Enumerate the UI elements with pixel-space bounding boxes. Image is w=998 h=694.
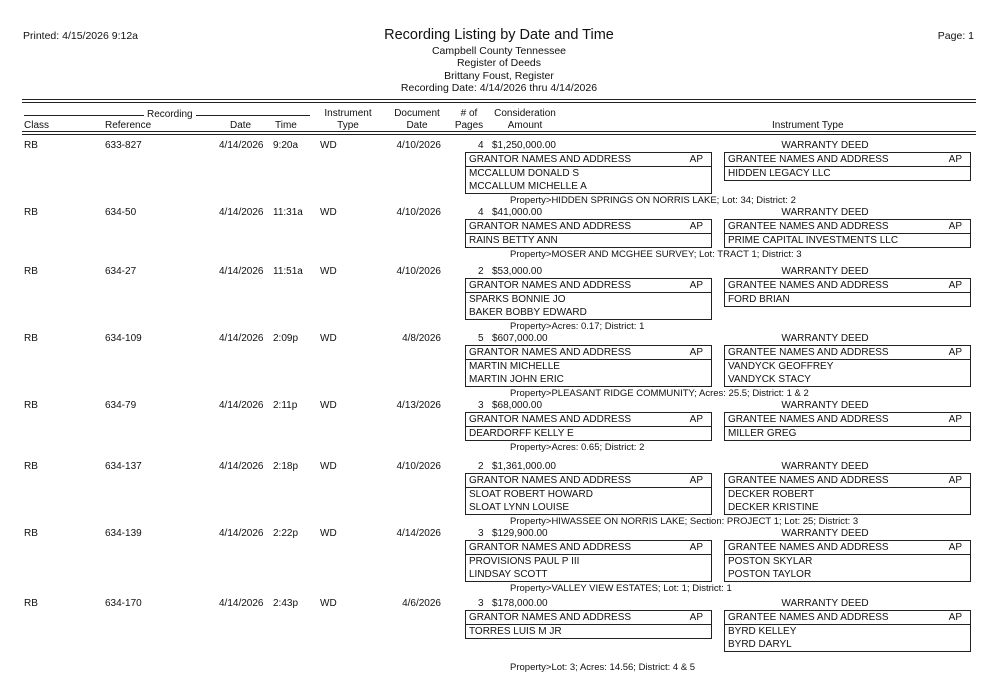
record-date: 4/14/2026 bbox=[219, 333, 264, 344]
record-instrument-type: WARRANTY DEED bbox=[781, 140, 869, 151]
recording-group-line-right bbox=[196, 115, 310, 116]
record-instrument: WD bbox=[320, 400, 337, 411]
record-document-date: 4/10/2026 bbox=[396, 207, 441, 218]
record-instrument-type: WARRANTY DEED bbox=[781, 461, 869, 472]
record-date: 4/14/2026 bbox=[219, 400, 264, 411]
record-document-date: 4/14/2026 bbox=[396, 528, 441, 539]
col-pages bbox=[454, 108, 484, 132]
register-name: Brittany Foust, Register bbox=[444, 70, 554, 82]
grantee-name: POSTON TAYLOR bbox=[728, 569, 812, 580]
record-reference[interactable]: 634-109 bbox=[105, 333, 142, 344]
record-document-date: 4/10/2026 bbox=[396, 266, 441, 277]
grantee-box bbox=[724, 473, 971, 515]
grantee-name: DECKER ROBERT bbox=[728, 489, 814, 500]
record-pages: 3 bbox=[478, 400, 484, 411]
grantee-header-label: GRANTEE NAMES AND ADDRESS bbox=[728, 612, 889, 623]
grantor-ap-label: AP bbox=[689, 542, 703, 553]
col-time: Time bbox=[275, 120, 297, 131]
record-instrument-type: WARRANTY DEED bbox=[781, 207, 869, 218]
record-instrument: WD bbox=[320, 140, 337, 151]
grantor-header-label: GRANTOR NAMES AND ADDRESS bbox=[469, 414, 632, 425]
grantor-header-label: GRANTOR NAMES AND ADDRESS bbox=[469, 280, 632, 291]
grantee-name: HIDDEN LEGACY LLC bbox=[728, 168, 831, 179]
grantor-box-header bbox=[466, 220, 711, 234]
grantor-box-header bbox=[466, 346, 711, 360]
grantee-names bbox=[725, 555, 970, 581]
grantee-box bbox=[724, 540, 971, 582]
record-instrument-type: WARRANTY DEED bbox=[781, 400, 869, 411]
record-date: 4/14/2026 bbox=[219, 207, 264, 218]
record-amount: $68,000.00 bbox=[492, 400, 543, 411]
grantee-ap-label: AP bbox=[948, 347, 962, 358]
record-reference[interactable]: 634-139 bbox=[105, 528, 142, 539]
grantee-header-label: GRANTEE NAMES AND ADDRESS bbox=[728, 347, 889, 358]
col-instrument-type-line1: Instrument bbox=[324, 108, 372, 119]
record-amount: $607,000.00 bbox=[492, 333, 548, 344]
col-instrument-type-line2: Type bbox=[337, 120, 359, 131]
grantor-names bbox=[466, 234, 711, 247]
grantee-names bbox=[725, 360, 970, 386]
grantor-box-header bbox=[466, 279, 711, 293]
col-instrument-type-full: Instrument Type bbox=[772, 120, 844, 131]
record-reference[interactable]: 634-27 bbox=[105, 266, 137, 277]
record-property: Property>PLEASANT RIDGE COMMUNITY; Acres: 25.5; District: 1 & 2 bbox=[510, 388, 809, 399]
record-pages: 2 bbox=[478, 461, 484, 472]
grantee-name: BYRD DARYL bbox=[728, 639, 792, 650]
grantee-ap-label: AP bbox=[948, 154, 962, 165]
header-rule-bottom-2 bbox=[22, 134, 976, 135]
record-date: 4/14/2026 bbox=[219, 598, 264, 609]
printed-timestamp: Printed: 4/15/2026 9:12a bbox=[23, 30, 139, 42]
record-reference[interactable]: 634-79 bbox=[105, 400, 137, 411]
grantee-box-header bbox=[725, 541, 970, 555]
record-reference[interactable]: 634-170 bbox=[105, 598, 142, 609]
record-amount: $129,900.00 bbox=[492, 528, 548, 539]
grantor-box-header bbox=[466, 413, 711, 427]
grantor-header-label: GRANTOR NAMES AND ADDRESS bbox=[469, 347, 632, 358]
record-property: Property>MOSER AND MCGHEE SURVEY; Lot: TRACT 1; District: 3 bbox=[510, 249, 802, 260]
col-document-date bbox=[392, 108, 442, 132]
grantor-name: TORRES LUIS M JR bbox=[469, 626, 562, 637]
record-property: Property>Acres: 0.17; District: 1 bbox=[510, 321, 645, 332]
record-time: 2:11p bbox=[273, 400, 298, 411]
grantor-name: PROVISIONS PAUL P III bbox=[469, 556, 580, 567]
report-title: Recording Listing by Date and Time bbox=[384, 27, 614, 43]
record-instrument: WD bbox=[320, 333, 337, 344]
grantor-ap-label: AP bbox=[689, 414, 703, 425]
col-reference: Reference bbox=[105, 120, 152, 131]
record-amount: $1,250,000.00 bbox=[492, 140, 556, 151]
grantee-header-label: GRANTEE NAMES AND ADDRESS bbox=[728, 280, 889, 291]
record-document-date: 4/6/2026 bbox=[402, 598, 441, 609]
record-instrument: WD bbox=[320, 598, 337, 609]
grantor-box bbox=[465, 219, 712, 248]
grantor-box bbox=[465, 152, 712, 194]
col-consideration-line2: Amount bbox=[507, 120, 543, 131]
grantor-name: BAKER BOBBY EDWARD bbox=[469, 307, 587, 318]
record-time: 11:31a bbox=[273, 207, 303, 218]
grantee-name: MILLER GREG bbox=[728, 428, 797, 439]
record-instrument-type: WARRANTY DEED bbox=[781, 528, 869, 539]
record-property: Property>HIWASSEE ON NORRIS LAKE; Section: PROJECT 1; Lot: 25; District: 3 bbox=[510, 516, 859, 527]
grantee-name: BYRD KELLEY bbox=[728, 626, 797, 637]
record-date: 4/14/2026 bbox=[219, 461, 264, 472]
grantor-ap-label: AP bbox=[689, 475, 703, 486]
grantee-name: VANDYCK GEOFFREY bbox=[728, 361, 834, 372]
record-amount: $41,000.00 bbox=[492, 207, 543, 218]
grantee-name: FORD BRIAN bbox=[728, 294, 790, 305]
grantee-name: DECKER KRISTINE bbox=[728, 502, 819, 513]
grantee-box-header bbox=[725, 346, 970, 360]
record-pages: 5 bbox=[478, 333, 484, 344]
grantee-header-label: GRANTEE NAMES AND ADDRESS bbox=[728, 154, 889, 165]
record-property: Property>Acres: 0.65; District: 2 bbox=[510, 442, 645, 453]
grantee-box bbox=[724, 219, 971, 248]
grantee-header-label: GRANTEE NAMES AND ADDRESS bbox=[728, 475, 889, 486]
grantee-box bbox=[724, 152, 971, 181]
grantor-ap-label: AP bbox=[689, 280, 703, 291]
grantee-names bbox=[725, 234, 970, 247]
grantor-names bbox=[466, 555, 711, 581]
grantor-header-label: GRANTOR NAMES AND ADDRESS bbox=[469, 542, 632, 553]
record-class: RB bbox=[24, 528, 38, 539]
record-reference[interactable]: 634-137 bbox=[105, 461, 142, 472]
col-consideration-line1: Consideration bbox=[494, 108, 556, 119]
grantee-header-label: GRANTEE NAMES AND ADDRESS bbox=[728, 414, 889, 425]
record-pages: 2 bbox=[478, 266, 484, 277]
record-instrument-type: WARRANTY DEED bbox=[781, 598, 869, 609]
grantor-box bbox=[465, 278, 712, 320]
header-rule-top bbox=[22, 99, 976, 100]
grantee-box-header bbox=[725, 279, 970, 293]
grantee-names bbox=[725, 167, 970, 180]
grantor-box bbox=[465, 345, 712, 387]
grantor-ap-label: AP bbox=[689, 154, 703, 165]
grantor-name: MARTIN JOHN ERIC bbox=[469, 374, 564, 385]
record-date: 4/14/2026 bbox=[219, 266, 264, 277]
grantee-box bbox=[724, 412, 971, 441]
record-pages: 3 bbox=[478, 528, 484, 539]
record-class: RB bbox=[24, 598, 38, 609]
grantor-names bbox=[466, 488, 711, 514]
record-pages: 4 bbox=[478, 207, 484, 218]
record-instrument: WD bbox=[320, 528, 337, 539]
record-time: 2:18p bbox=[273, 461, 299, 472]
record-property: Property>Lot: 3; Acres: 14.56; District: 4 & 5 bbox=[510, 662, 696, 673]
record-instrument: WD bbox=[320, 461, 337, 472]
recording-group-line-left bbox=[24, 115, 144, 116]
grantor-name: LINDSAY SCOTT bbox=[469, 569, 548, 580]
county-name: Campbell County Tennessee bbox=[431, 45, 567, 57]
grantee-ap-label: AP bbox=[948, 414, 962, 425]
date-range: Recording Date: 4/14/2026 thru 4/14/2026 bbox=[400, 82, 598, 94]
col-date: Date bbox=[230, 120, 252, 131]
grantor-name: SPARKS BONNIE JO bbox=[469, 294, 566, 305]
recording-group-header bbox=[24, 109, 310, 121]
record-time: 2:09p bbox=[273, 333, 299, 344]
grantee-header-label: GRANTEE NAMES AND ADDRESS bbox=[728, 542, 889, 553]
record-pages: 3 bbox=[478, 598, 484, 609]
col-instrument-type bbox=[323, 108, 373, 132]
record-property: Property>HIDDEN SPRINGS ON NORRIS LAKE; Lot: 34; District: 2 bbox=[510, 195, 796, 206]
grantor-box bbox=[465, 412, 712, 441]
record-amount: $53,000.00 bbox=[492, 266, 543, 277]
col-pages-line1: # of bbox=[460, 108, 478, 119]
grantee-box-header bbox=[725, 153, 970, 167]
record-class: RB bbox=[24, 207, 38, 218]
record-instrument-type: WARRANTY DEED bbox=[781, 266, 869, 277]
grantor-names bbox=[466, 293, 711, 319]
grantor-header-label: GRANTOR NAMES AND ADDRESS bbox=[469, 221, 632, 232]
grantor-names bbox=[466, 360, 711, 386]
grantor-ap-label: AP bbox=[689, 347, 703, 358]
grantee-box-header bbox=[725, 413, 970, 427]
col-document-date-line1: Document bbox=[394, 108, 440, 119]
grantor-header-label: GRANTOR NAMES AND ADDRESS bbox=[469, 154, 632, 165]
col-document-date-line2: Date bbox=[406, 120, 428, 131]
grantor-header-label: GRANTOR NAMES AND ADDRESS bbox=[469, 475, 632, 486]
record-document-date: 4/8/2026 bbox=[402, 333, 441, 344]
grantee-names bbox=[725, 488, 970, 514]
col-class: Class bbox=[24, 120, 50, 131]
grantor-ap-label: AP bbox=[689, 221, 703, 232]
record-class: RB bbox=[24, 333, 38, 344]
grantor-name: MARTIN MICHELLE bbox=[469, 361, 560, 372]
record-time: 2:22p bbox=[273, 528, 299, 539]
grantee-ap-label: AP bbox=[948, 221, 962, 232]
office-name: Register of Deeds bbox=[456, 57, 542, 69]
grantee-ap-label: AP bbox=[948, 542, 962, 553]
record-instrument-type: WARRANTY DEED bbox=[781, 333, 869, 344]
grantee-box bbox=[724, 345, 971, 387]
grantee-ap-label: AP bbox=[948, 280, 962, 291]
grantor-header-label: GRANTOR NAMES AND ADDRESS bbox=[469, 612, 632, 623]
grantee-names bbox=[725, 427, 970, 440]
grantor-ap-label: AP bbox=[689, 612, 703, 623]
record-pages: 4 bbox=[478, 140, 484, 151]
record-class: RB bbox=[24, 140, 38, 151]
grantor-name: DEARDORFF KELLY E bbox=[469, 428, 574, 439]
grantee-names bbox=[725, 293, 970, 306]
record-instrument: WD bbox=[320, 207, 337, 218]
grantor-name: MCCALLUM DONALD S bbox=[469, 168, 580, 179]
record-document-date: 4/13/2026 bbox=[396, 400, 441, 411]
grantee-ap-label: AP bbox=[948, 475, 962, 486]
page-number: Page: 1 bbox=[937, 30, 974, 42]
grantor-name: MCCALLUM MICHELLE A bbox=[469, 181, 587, 192]
col-consideration bbox=[490, 108, 560, 132]
record-amount: $1,361,000.00 bbox=[492, 461, 556, 472]
record-time: 9:20a bbox=[273, 140, 299, 151]
grantee-ap-label: AP bbox=[948, 612, 962, 623]
grantor-names bbox=[466, 167, 711, 193]
grantor-box-header bbox=[466, 541, 711, 555]
record-time: 11:51a bbox=[273, 266, 303, 277]
grantee-header-label: GRANTEE NAMES AND ADDRESS bbox=[728, 221, 889, 232]
record-document-date: 4/10/2026 bbox=[396, 461, 441, 472]
record-document-date: 4/10/2026 bbox=[396, 140, 441, 151]
grantor-names bbox=[466, 427, 711, 440]
record-amount: $178,000.00 bbox=[492, 598, 548, 609]
recording-group-label: Recording bbox=[147, 109, 193, 120]
record-date: 4/14/2026 bbox=[219, 140, 264, 151]
grantor-box-header bbox=[466, 474, 711, 488]
header-rule-top-2 bbox=[22, 102, 976, 103]
record-class: RB bbox=[24, 266, 38, 277]
record-instrument: WD bbox=[320, 266, 337, 277]
grantee-name: POSTON SKYLAR bbox=[728, 556, 813, 567]
record-property: Property>VALLEY VIEW ESTATES; Lot: 1; District: 1 bbox=[510, 583, 732, 594]
col-pages-line2: Pages bbox=[454, 120, 484, 131]
grantor-name: SLOAT ROBERT HOWARD bbox=[469, 489, 593, 500]
grantee-box-header bbox=[725, 611, 970, 625]
grantor-box bbox=[465, 540, 712, 582]
record-reference[interactable]: 633-827 bbox=[105, 140, 142, 151]
grantor-box-header bbox=[466, 153, 711, 167]
grantee-box-header bbox=[725, 220, 970, 234]
grantee-name: VANDYCK STACY bbox=[728, 374, 811, 385]
grantee-box-header bbox=[725, 474, 970, 488]
grantee-name: PRIME CAPITAL INVESTMENTS LLC bbox=[728, 235, 899, 246]
grantor-name: RAINS BETTY ANN bbox=[469, 235, 558, 246]
grantor-box bbox=[465, 610, 712, 639]
record-date: 4/14/2026 bbox=[219, 528, 264, 539]
grantor-box bbox=[465, 473, 712, 515]
grantee-box bbox=[724, 278, 971, 307]
record-class: RB bbox=[24, 461, 38, 472]
grantor-names bbox=[466, 625, 711, 638]
record-class: RB bbox=[24, 400, 38, 411]
grantor-box-header bbox=[466, 611, 711, 625]
record-reference[interactable]: 634-50 bbox=[105, 207, 137, 218]
grantee-names bbox=[725, 625, 970, 651]
grantor-name: SLOAT LYNN LOUISE bbox=[469, 502, 570, 513]
grantee-box bbox=[724, 610, 971, 652]
record-time: 2:43p bbox=[273, 598, 299, 609]
